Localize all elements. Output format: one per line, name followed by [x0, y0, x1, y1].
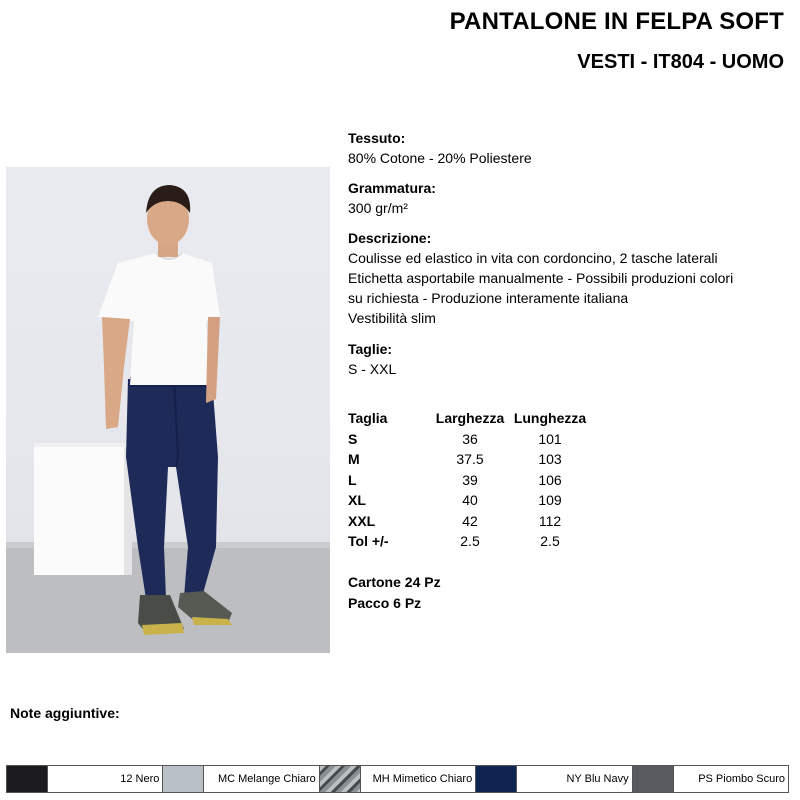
size-cell: XL	[348, 492, 366, 509]
color-option	[633, 766, 788, 792]
size-table-header	[348, 408, 590, 429]
width-cell: 40	[462, 492, 478, 509]
size-cell: M	[348, 451, 360, 468]
color-option	[163, 766, 319, 792]
size-cell: Tol +/-	[348, 533, 389, 550]
length-cell: 101	[538, 430, 562, 447]
color-option	[476, 766, 632, 792]
description-label: Descrizione:	[348, 230, 432, 246]
color-label: 12 Nero	[120, 773, 160, 785]
color-swatch	[633, 766, 674, 792]
carton-quantity: Cartone 24 Pz	[348, 574, 441, 590]
column-header-length: Lunghezza	[513, 410, 587, 427]
width-cell: 36	[462, 430, 478, 447]
color-option	[320, 766, 476, 792]
color-label: NY Blu Navy	[566, 773, 629, 785]
color-label: PS Piombo Scuro	[698, 773, 786, 785]
sizes-section	[348, 339, 396, 379]
length-cell: 2.5	[540, 533, 560, 550]
width-cell: 37.5	[456, 451, 484, 468]
length-cell: 103	[538, 451, 562, 468]
weight-label: Grammatura:	[348, 180, 436, 196]
length-cell: 106	[538, 471, 562, 488]
color-swatch	[476, 766, 517, 792]
size-cell: L	[348, 471, 357, 488]
weight-section	[348, 178, 436, 218]
fabric-section	[348, 128, 532, 168]
product-photo	[6, 167, 330, 653]
color-label: MH Mimetico Chiaro	[372, 773, 473, 785]
weight-value: 300 gr/m²	[348, 200, 408, 216]
color-swatch-strip	[6, 765, 789, 793]
table-row	[348, 490, 590, 511]
width-cell: 42	[462, 512, 478, 529]
description-line: Vestibilità slim	[348, 310, 436, 326]
size-cell: S	[348, 430, 358, 447]
notes-label: Note aggiuntive:	[10, 705, 120, 721]
table-row	[348, 531, 590, 552]
color-swatch	[163, 766, 204, 792]
width-cell: 39	[462, 471, 478, 488]
color-swatch	[7, 766, 48, 792]
size-table	[348, 408, 590, 552]
description-line: Etichetta asportabile manualmente - Possibili produzioni colori	[348, 270, 734, 286]
table-row	[348, 470, 590, 491]
column-header-width: Larghezza	[435, 410, 505, 427]
product-title: PANTALONE IN FELPA SOFT	[449, 8, 784, 35]
length-cell: 109	[538, 492, 562, 509]
color-option	[7, 766, 163, 792]
color-swatch	[320, 766, 361, 792]
table-row	[348, 449, 590, 470]
fabric-label: Tessuto:	[348, 130, 406, 146]
width-cell: 2.5	[460, 533, 480, 550]
fabric-value: 80% Cotone - 20% Poliestere	[348, 150, 532, 166]
size-cell: XXL	[348, 512, 376, 529]
table-row	[348, 429, 590, 450]
column-header-size: Taglia	[348, 410, 388, 427]
pack-quantity: Pacco 6 Pz	[348, 595, 422, 611]
table-row	[348, 511, 590, 532]
color-label: MC Melange Chiaro	[217, 773, 316, 785]
sizes-value: S - XXL	[348, 361, 397, 377]
description-line: su richiesta - Produzione interamente italiana	[348, 290, 629, 306]
description-line: Coulisse ed elastico in vita con cordoncino, 2 tasche laterali	[348, 250, 718, 266]
length-cell: 112	[538, 512, 562, 529]
product-code: VESTI - IT804 - UOMO	[577, 51, 784, 73]
sizes-label: Taglie:	[348, 341, 393, 357]
description-section	[348, 228, 733, 328]
